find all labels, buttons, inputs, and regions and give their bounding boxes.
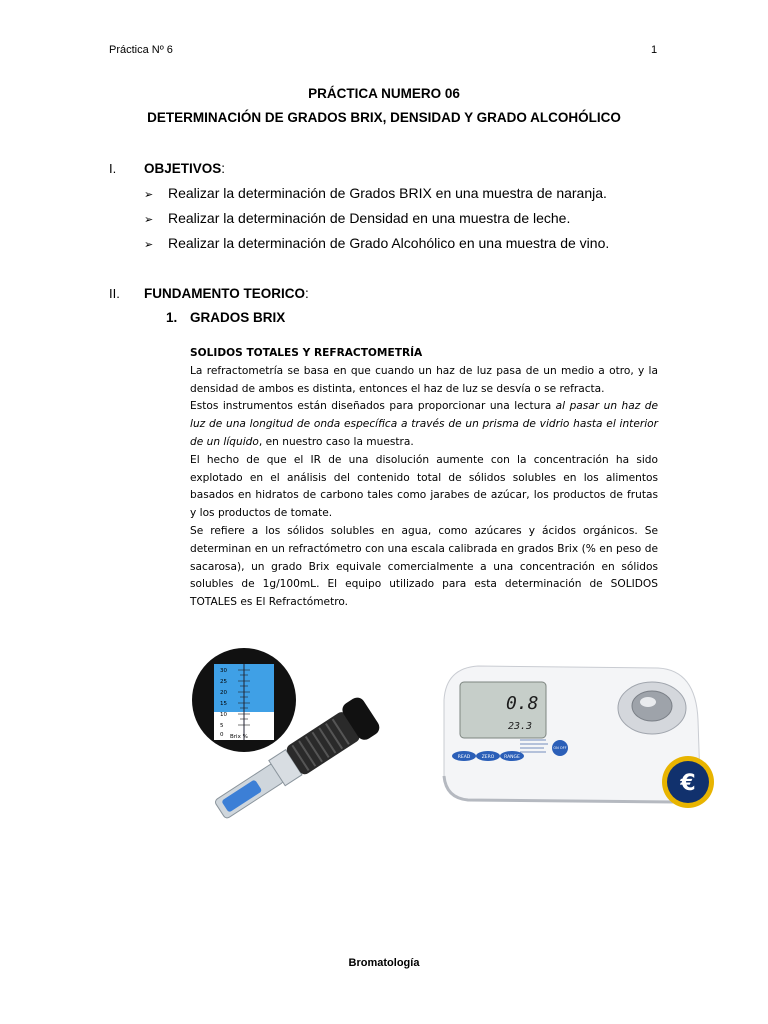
scale-unit-label: Brix % [230,734,248,740]
list-item-text: Realizar la determinación de Densidad en una muestra de leche. [168,210,571,226]
display-temperature-reading: 23.3 [508,721,533,732]
zero-button-label: ZERO [481,755,495,760]
paragraph [190,398,658,451]
subsection-heading [166,310,285,325]
section-colon: : [305,286,309,301]
scale-tick-label: 25 [220,679,227,685]
body-text [190,345,658,612]
paragraph-italic-text: al pasar un haz de luz de una longitud de onda específica a través de un prisma de vidrio hasta el interior de un líquido [190,400,658,448]
scale-tick-label: 15 [220,701,227,707]
paragraph: La refractometría se basa en que cuando un haz de luz pasa de un medio a otro, y la densidad de ambos es distinta, entonces el haz de luz se desvía o se refracta. [190,364,658,395]
paragraph: El hecho de que el IR de una disolución aumente con la concentración ha sido explotado en el análisis del contenido total de sólidos solubles en los alimentos basados en hidratos de carbono tales como jarabes de azúcar, los productos de frutas y los productos de tomate. [190,453,658,520]
scale-tick-label: 5 [220,723,224,729]
paragraph-heading: SOLIDOS TOTALES Y REFRACTOMETRÍA [190,347,423,359]
document-subtitle: DETERMINACIÓN DE GRADOS BRIX, DENSIDAD Y GRADO ALCOHÓLICO [147,110,621,125]
list-item [144,210,570,226]
scale-tick-label: 10 [220,712,227,718]
arrow-bullet-icon: ➢ [144,189,154,201]
running-footer: Bromatología [348,957,420,969]
section-colon: : [221,161,226,176]
section-heading [144,285,309,303]
section-number: II. [109,286,120,301]
list-item [144,185,607,201]
section-heading [144,160,225,178]
digital-refractometer-image [438,660,718,810]
list-item [144,235,609,251]
section-title: FUNDAMENTO TEORICO [144,286,305,301]
arrow-bullet-icon: ➢ [144,214,154,226]
document-title: PRÁCTICA NUMERO 06 [308,86,460,101]
arrow-bullet-icon: ➢ [144,239,154,251]
analog-refractometer-image [186,642,392,822]
power-button-label: ON OFF [553,746,567,750]
scale-tick-label: 0 [220,732,224,738]
range-button-label: RANGE [504,755,520,760]
subsection-number: 1. [166,310,178,325]
display-main-reading: 0.8 [506,693,539,714]
section-number: I. [109,161,117,176]
paragraph-text: , en nuestro caso la muestra. [258,435,414,448]
scale-tick-label: 20 [220,690,227,696]
scale-tick-label: 30 [220,668,227,674]
list-item-text: Realizar la determinación de Grados BRIX en una muestra de naranja. [168,185,607,201]
page-number: 1 [651,44,658,56]
subsection-title: GRADOS BRIX [190,310,286,325]
list-item-text: Realizar la determinación de Grado Alcohólico en una muestra de vino. [168,235,610,251]
euro-badge-icon: € [680,771,696,796]
running-header: Práctica Nº 6 [109,44,173,56]
paragraph: Se refiere a los sólidos solubles en agua, como azúcares y ácidos orgánicos. Se determinan en un refractómetro con una escala calibrada en grados Brix (% en peso de sacarosa), un grado Brix equivale comercialmente a una concentración en sólidos solubles de 1g/100mL. El equipo utilizado para esta determinación de SOLIDOS TOTALES es El Refractómetro. [190,524,658,609]
section-title: OBJETIVOS [144,161,222,176]
paragraph-text: Estos instrumentos están diseñados para proporcionar una lectura [190,400,556,413]
read-button-label: READ [457,755,471,760]
